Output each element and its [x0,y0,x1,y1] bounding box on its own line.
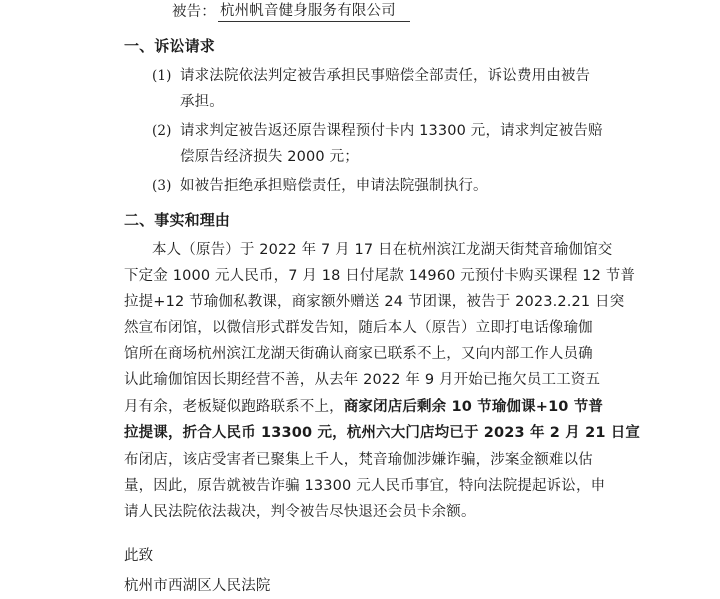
claim-3-number: (3) [152,178,172,194]
facts-line-9: 布闭店，该店受害者已聚集上千人，梵音瑜伽涉嫌诈骗，涉案金额难以估 [124,452,593,468]
facts-line-7-plain: 月有余，老板疑似跑路联系不上， [124,399,344,415]
claim-2-line-1: 请求判定被告返还原告课程预付卡内 13300 元，请求判定被告赔 [180,123,603,139]
defendant-name: 杭州帆音健身服务有限公司 [218,2,410,22]
claim-1-number: (1) [152,68,172,84]
facts-line-8-bold: 拉提课，折合人民币 13300 元，杭州六大门店均已于 2023 年 2 月 21 日宣 [124,425,641,441]
facts-line-11: 请人民法院依法裁决，判令被告尽快退还会员卡余额。 [124,504,476,520]
claim-2-line-2: 偿原告经济损失 2000 元； [180,149,359,165]
facts-line-3: 拉提+12 节瑜伽私教课，商家额外赠送 24 节团课，被告于 2023.2.21 日突 [124,294,625,310]
claim-1-line-2: 承担。 [180,94,224,110]
claim-1-line-1: 请求法院依法判定被告承担民事赔偿全部责任，诉讼费用由被告 [180,68,591,84]
facts-line-2: 下定金 1000 元人民币，7 月 18 日付尾款 14960 元预付卡购买课程 12 节普 [124,268,636,284]
facts-line-1: 本人（原告）于 2022 年 7 月 17 日在杭州滨江龙湖天街梵音瑜伽馆交 [152,242,613,258]
facts-line-10: 量，因此，原告就被告诈骗 13300 元人民币事宜，特向法院提起诉讼，申 [124,478,606,494]
facts-line-4: 然宣布闭馆，以微信形式群发告知，随后本人（原告）立即打电话像瑜伽 [124,320,593,336]
court-name: 杭州市西湖区人民法院 [124,578,271,594]
defendant-label: 被告： [172,4,216,20]
facts-line-7 [124,397,603,417]
claim-2-number: (2) [152,123,172,139]
facts-line-6: 认此瑜伽馆因长期经营不善，从去年 2022 年 9 月开始已拖欠员工工资五 [124,372,601,388]
section-title-facts: 二、事实和理由 [124,211,231,229]
facts-line-5: 馆所在商场杭州滨江龙湖天街确认商家已联系不上，又向内部工作人员确 [124,346,593,362]
claim-3-line-1: 如被告拒绝承担赔偿责任，申请法院强制执行。 [180,178,488,194]
facts-line-7-bold: 商家闭店后剩余 10 节瑜伽课+10 节普 [343,399,604,415]
closing-salutation: 此致 [124,548,154,564]
section-title-claims: 一、诉讼请求 [124,37,215,55]
